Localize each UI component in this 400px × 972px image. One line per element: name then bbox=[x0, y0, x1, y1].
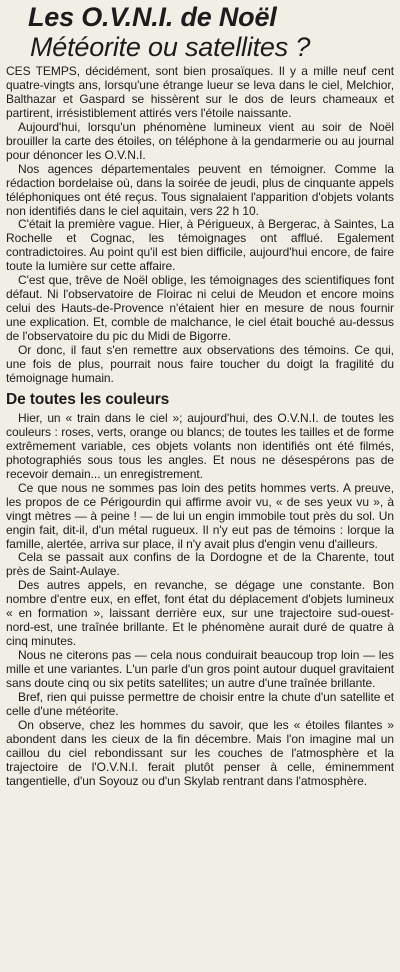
section-paragraph: Hier, un « train dans le ciel »; aujourd'hui, des O.V.N.I. de toutes les couleurs : roses, verts, orange ou blancs; de toutes les tailles et de forme extrêmement variable, ces objets volants non identifiés ont été filmés, photographiés sous tous les angles. Et nous ne désespérons pas de recevoir demain... un enregistrement. bbox=[6, 410, 394, 481]
section-paragraph: On observe, chez les hommes du savoir, que les « étoiles filantes » abondent dans les cieux de la fin décembre. Mais l'on imagine mal un caillou du ciel rebondissant sur les couches de l'atmosphère et la trajectoire de l'O.V.N.I. ferait plutôt penser à celle, éminemment tangentielle, d'un Soyouz ou d'un Skylab rentrant dans l'atmosphère. bbox=[6, 717, 394, 788]
intro-paragraph: C'était la première vague. Hier, à Périgueux, à Bergerac, à Saintes, La Rochelle et Cognac, les témoignages ont afflué. Egalement contradictoires. Au point qu'il est bien difficile, aujourd'hui encore, de faire toute la lumière sur cette affaire. bbox=[6, 217, 394, 274]
intro-paragraph: Aujourd'hui, lorsqu'un phénomène lumineux vient au soir de Noël brouiller la carte des étoiles, on téléphone à la gendarmerie ou au journal pour dénoncer les O.V.N.I. bbox=[6, 119, 394, 162]
section-heading: De toutes les couleurs bbox=[6, 390, 170, 408]
intro-paragraph: Or donc, il faut s'en remettre aux observations des témoins. Ce qui, une fois de plus, pourrait nous faire toucher du doigt la fragilité du témoignage humain. bbox=[6, 343, 394, 385]
section-paragraph: Nous ne citerons pas — cela nous conduirait beaucoup trop loin — les mille et une variantes. L'un parle d'un gros point autour duquel gravitaient sans doute cinq ou six petits satellites; un autre d'une traînée brillante. bbox=[6, 648, 394, 691]
intro-paragraph: Nos agences départementales peuvent en témoigner. Comme la rédaction bordelaise où, dans la soirée de jeudi, plus de cinquante appels téléphoniques ont été reçus. Tous signalaient l'apparition d'objets volants non identifiés dans le ciel aquitain, vers 22 h 10. bbox=[6, 161, 394, 218]
article-intro bbox=[6, 65, 394, 386]
intro-paragraph: C'est que, trêve de Noël oblige, les témoignages des scientifiques font défaut. Ni l'observatoire de Floirac ni celui de Meudon et encore moins celui des Hauts-de-Provence n'étaient hier en mesure de nous fournir une explication. Et, comble de malchance, le ciel était bouché au-dessus de l'observatoire du pic du Midi de Bigorre. bbox=[6, 273, 394, 344]
section-paragraph: Des autres appels, en revanche, se dégage une constante. Bon nombre d'entre eux, en effet, font état du déplacement d'objets lumineux « en formation », laissant derrière eux, sur une trajectoire sud-ouest-nord-est, une traînée brillante. Et le phénomène aurait duré de quatre à cinq minutes. bbox=[6, 578, 394, 649]
section-paragraph: Ce que nous ne sommes pas loin des petits hommes verts. A preuve, les propos de ce Périgourdin qui affirme avoir vu, « de ses yeux vu », à vingt mètres — à peine ! — de lui un engin immobile tout près du sol. Un engin fait, dit-il, d'un métal rugueux. Il n'y eut pas de témoins : lorque la famille, alertée, arriva sur place, il n'y avait plus d'engin venu d'ailleurs. bbox=[6, 480, 394, 551]
section-paragraph: Bref, rien qui puisse permettre de choisir entre la chute d'un satellite et celle d'une météorite. bbox=[6, 689, 394, 718]
article-subheadline: Météorite ou satellites ? bbox=[30, 32, 311, 62]
section-paragraph: Cela se passait aux confins de la Dordogne et de la Charente, tout près de Saint-Aulaye. bbox=[6, 550, 394, 579]
article-headline: Les O.V.N.I. de Noël bbox=[28, 2, 277, 32]
intro-paragraph: CES TEMPS, décidément, sont bien prosaïques. Il y a mille neuf cent quatre-vingts ans, lorsqu'une étrange lueur se leva dans le ciel, Melchior, Balthazar et Gaspard se hissèrent sur le dos de leurs chameaux et partirent, irrésistiblement attirés vers l'étoile naissante. bbox=[6, 64, 394, 120]
article-section bbox=[6, 412, 394, 789]
